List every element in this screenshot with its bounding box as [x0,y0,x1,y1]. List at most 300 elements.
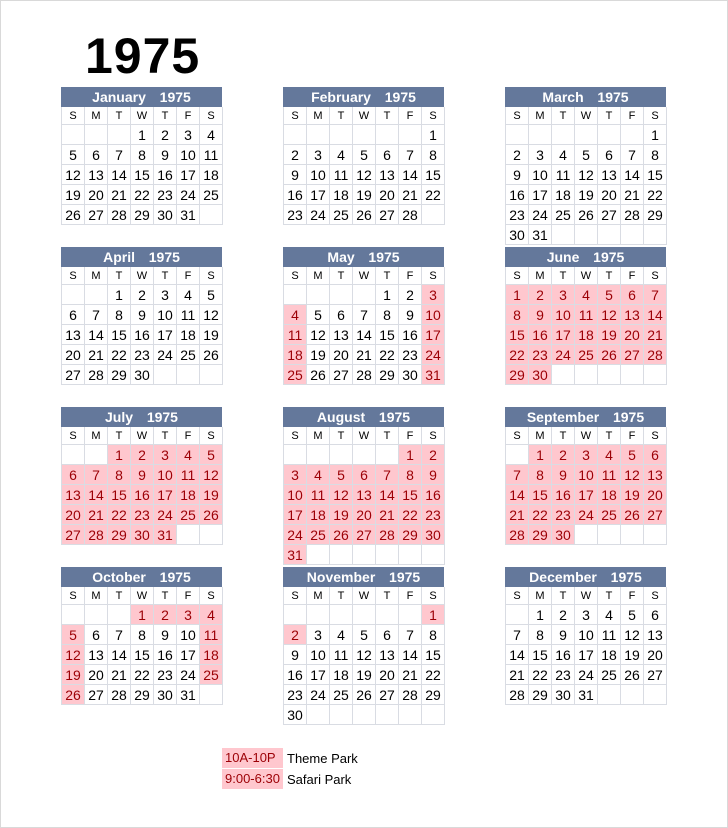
day-cell: 1 [422,605,445,625]
day-cell: 2 [552,445,575,465]
day-cell: 8 [131,625,154,645]
day-cell: 27 [330,365,353,385]
day-cell: 20 [353,505,376,525]
day-cell: 14 [506,485,529,505]
weekday-label: S [422,427,445,445]
empty-cell [62,445,85,465]
day-cell: 22 [422,185,445,205]
day-cell: 6 [62,465,85,485]
day-cell: 4 [177,445,200,465]
day-cell: 9 [131,465,154,485]
day-cell: 1 [422,125,445,145]
day-cell: 14 [644,305,667,325]
empty-cell [353,705,376,725]
day-cell: 2 [506,145,529,165]
day-cell: 23 [284,205,307,225]
empty-cell [621,225,644,245]
weekday-label: S [284,107,307,125]
day-cell: 13 [62,485,85,505]
day-cell: 15 [108,485,131,505]
day-cell: 9 [284,165,307,185]
day-cell: 9 [552,625,575,645]
day-cell: 10 [284,485,307,505]
day-cell: 26 [330,525,353,545]
weekday-label: F [621,107,644,125]
day-cell: 18 [200,645,223,665]
day-cell: 18 [330,185,353,205]
empty-cell [200,365,223,385]
weekday-label: S [422,107,445,125]
day-cell: 8 [422,145,445,165]
day-cell: 30 [154,685,177,705]
day-cell: 16 [529,325,552,345]
weekday-label: M [529,267,552,285]
month-april [61,247,222,385]
day-cell: 6 [644,445,667,465]
day-cell: 6 [330,305,353,325]
day-cell: 18 [330,665,353,685]
month-name: March [542,89,584,105]
day-cell: 2 [284,625,307,645]
day-cell: 29 [108,525,131,545]
month-year: 1975 [368,249,400,265]
day-cell: 31 [154,525,177,545]
day-cell: 14 [399,645,422,665]
day-cell: 8 [529,625,552,645]
day-cell: 16 [154,645,177,665]
day-cell: 12 [621,465,644,485]
weekday-label: F [177,107,200,125]
day-cell: 27 [644,665,667,685]
weekday-label: T [598,427,621,445]
legend-label: Theme Park [287,750,358,766]
day-cell: 10 [575,465,598,485]
empty-cell [644,685,667,705]
day-cell: 10 [575,625,598,645]
day-cell: 10 [307,165,330,185]
empty-cell [376,705,399,725]
legend-swatch: 10A-10P [222,748,283,768]
day-cell: 5 [575,145,598,165]
day-cell: 9 [552,465,575,485]
empty-cell [307,285,330,305]
day-cell: 22 [108,505,131,525]
empty-cell [85,605,108,625]
weekday-label: S [644,267,667,285]
day-cell: 12 [353,645,376,665]
legend-item-safari-park [222,769,358,789]
day-cell: 21 [506,665,529,685]
day-cell: 15 [399,485,422,505]
month-grid [61,427,222,545]
day-cell: 24 [575,505,598,525]
day-cell: 27 [376,205,399,225]
empty-cell [177,525,200,545]
day-cell: 12 [200,305,223,325]
day-cell: 1 [131,605,154,625]
empty-cell [353,285,376,305]
day-cell: 20 [598,185,621,205]
weekday-label: M [85,587,108,605]
day-cell: 12 [307,325,330,345]
day-cell: 17 [154,485,177,505]
day-cell: 3 [422,285,445,305]
empty-cell [575,525,598,545]
day-cell: 15 [131,165,154,185]
day-cell: 6 [621,285,644,305]
weekday-label: F [621,267,644,285]
day-cell: 29 [108,365,131,385]
day-cell: 15 [108,325,131,345]
month-header [283,87,444,107]
empty-cell [353,545,376,565]
weekday-label: F [621,587,644,605]
day-cell: 12 [353,165,376,185]
day-cell: 19 [598,325,621,345]
page-title: 1975 [85,28,201,84]
month-year: 1975 [597,89,629,105]
weekday-label: S [200,587,223,605]
month-march [505,87,666,245]
empty-cell [506,605,529,625]
weekday-label: S [62,587,85,605]
day-cell: 21 [644,325,667,345]
day-cell: 22 [399,505,422,525]
day-cell: 23 [131,505,154,525]
empty-cell [598,125,621,145]
day-cell: 1 [529,445,552,465]
day-cell: 14 [376,485,399,505]
weekday-label: F [399,107,422,125]
month-year: 1975 [159,89,191,105]
day-cell: 24 [154,345,177,365]
month-february [283,87,444,225]
empty-cell [200,205,223,225]
day-cell: 4 [200,125,223,145]
empty-cell [552,225,575,245]
empty-cell [330,125,353,145]
day-cell: 2 [529,285,552,305]
day-cell: 9 [284,645,307,665]
empty-cell [108,125,131,145]
empty-cell [644,365,667,385]
day-cell: 3 [307,625,330,645]
day-cell: 18 [200,165,223,185]
day-cell: 14 [85,325,108,345]
day-cell: 28 [85,365,108,385]
day-cell: 9 [529,305,552,325]
empty-cell [598,225,621,245]
day-cell: 28 [399,685,422,705]
day-cell: 2 [131,285,154,305]
day-cell: 8 [108,305,131,325]
empty-cell [376,605,399,625]
day-cell: 7 [399,145,422,165]
empty-cell [621,525,644,545]
day-cell: 15 [376,325,399,345]
day-cell: 30 [131,365,154,385]
empty-cell [399,705,422,725]
weekday-label: T [330,427,353,445]
month-grid [283,107,444,225]
day-cell: 2 [552,605,575,625]
day-cell: 19 [575,185,598,205]
day-cell: 8 [529,465,552,485]
day-cell: 25 [177,345,200,365]
day-cell: 13 [353,485,376,505]
day-cell: 14 [108,165,131,185]
day-cell: 7 [376,465,399,485]
weekday-label: S [506,587,529,605]
day-cell: 26 [353,205,376,225]
weekday-label: W [575,587,598,605]
empty-cell [307,125,330,145]
day-cell: 11 [552,165,575,185]
day-cell: 7 [85,465,108,485]
day-cell: 23 [399,345,422,365]
month-january [61,87,222,225]
weekday-label: F [177,427,200,445]
empty-cell [330,285,353,305]
day-cell: 17 [307,665,330,685]
empty-cell [330,705,353,725]
weekday-label: T [376,107,399,125]
day-cell: 22 [644,185,667,205]
empty-cell [200,685,223,705]
day-cell: 24 [284,525,307,545]
month-year: 1975 [593,249,625,265]
month-october [61,567,222,705]
day-cell: 8 [376,305,399,325]
day-cell: 26 [200,345,223,365]
day-cell: 16 [284,665,307,685]
empty-cell [376,125,399,145]
empty-cell [399,125,422,145]
day-cell: 27 [621,345,644,365]
month-name: June [546,249,580,265]
weekday-label: W [575,107,598,125]
empty-cell [85,285,108,305]
day-cell: 30 [154,205,177,225]
month-grid [505,427,666,545]
day-cell: 19 [621,485,644,505]
day-cell: 24 [307,685,330,705]
day-cell: 16 [552,645,575,665]
day-cell: 5 [621,445,644,465]
day-cell: 6 [353,465,376,485]
month-name: February [311,89,371,105]
day-cell: 29 [506,365,529,385]
day-cell: 9 [506,165,529,185]
month-november [283,567,444,725]
month-grid [283,267,444,385]
day-cell: 21 [108,185,131,205]
weekday-label: W [131,427,154,445]
day-cell: 27 [62,365,85,385]
day-cell: 22 [422,665,445,685]
day-cell: 19 [353,665,376,685]
month-header [283,247,444,267]
empty-cell [353,605,376,625]
weekday-label: S [200,267,223,285]
day-cell: 6 [376,145,399,165]
day-cell: 3 [177,605,200,625]
weekday-label: T [552,107,575,125]
day-cell: 24 [422,345,445,365]
day-cell: 12 [330,485,353,505]
day-cell: 16 [552,485,575,505]
day-cell: 6 [85,625,108,645]
empty-cell [353,125,376,145]
day-cell: 2 [399,285,422,305]
day-cell: 14 [506,645,529,665]
day-cell: 17 [575,645,598,665]
empty-cell [307,445,330,465]
weekday-label: W [353,107,376,125]
day-cell: 18 [284,345,307,365]
day-cell: 21 [399,185,422,205]
day-cell: 11 [330,165,353,185]
weekday-label: T [330,107,353,125]
empty-cell [307,545,330,565]
empty-cell [621,125,644,145]
day-cell: 10 [177,625,200,645]
day-cell: 12 [575,165,598,185]
day-cell: 27 [62,525,85,545]
day-cell: 3 [575,445,598,465]
day-cell: 19 [200,485,223,505]
day-cell: 30 [552,525,575,545]
empty-cell [575,125,598,145]
empty-cell [85,125,108,145]
empty-cell [575,365,598,385]
day-cell: 29 [399,525,422,545]
weekday-label: S [644,587,667,605]
day-cell: 12 [598,305,621,325]
day-cell: 28 [85,525,108,545]
weekday-label: S [506,427,529,445]
day-cell: 28 [506,685,529,705]
day-cell: 12 [621,625,644,645]
day-cell: 16 [131,485,154,505]
day-cell: 18 [598,645,621,665]
day-cell: 28 [644,345,667,365]
empty-cell [621,685,644,705]
day-cell: 31 [177,205,200,225]
day-cell: 1 [108,285,131,305]
day-cell: 24 [154,505,177,525]
weekday-label: S [284,587,307,605]
empty-cell [284,125,307,145]
weekday-label: S [284,427,307,445]
weekday-label: F [399,427,422,445]
day-cell: 7 [85,305,108,325]
weekday-label: T [598,267,621,285]
month-year: 1975 [378,409,411,425]
day-cell: 28 [353,365,376,385]
weekday-label: T [154,427,177,445]
day-cell: 17 [284,505,307,525]
empty-cell [154,365,177,385]
day-cell: 25 [598,505,621,525]
day-cell: 3 [575,605,598,625]
month-grid [61,107,222,225]
day-cell: 5 [353,145,376,165]
day-cell: 16 [399,325,422,345]
month-header [61,247,222,267]
day-cell: 25 [307,525,330,545]
day-cell: 27 [85,685,108,705]
day-cell: 4 [552,145,575,165]
weekday-label: T [552,427,575,445]
day-cell: 30 [506,225,529,245]
day-cell: 1 [399,445,422,465]
day-cell: 29 [422,685,445,705]
empty-cell [376,445,399,465]
day-cell: 13 [85,645,108,665]
day-cell: 26 [62,205,85,225]
day-cell: 17 [552,325,575,345]
day-cell: 28 [621,205,644,225]
day-cell: 12 [62,165,85,185]
empty-cell [422,705,445,725]
month-header [505,407,666,427]
day-cell: 21 [621,185,644,205]
day-cell: 10 [177,145,200,165]
day-cell: 3 [529,145,552,165]
empty-cell [177,365,200,385]
day-cell: 31 [284,545,307,565]
day-cell: 22 [131,185,154,205]
day-cell: 27 [598,205,621,225]
day-cell: 7 [506,465,529,485]
day-cell: 6 [85,145,108,165]
weekday-label: T [330,267,353,285]
empty-cell [598,525,621,545]
day-cell: 31 [575,685,598,705]
day-cell: 25 [330,205,353,225]
day-cell: 16 [506,185,529,205]
day-cell: 15 [529,485,552,505]
day-cell: 20 [644,485,667,505]
day-cell: 26 [575,205,598,225]
day-cell: 14 [108,645,131,665]
day-cell: 26 [598,345,621,365]
day-cell: 10 [422,305,445,325]
day-cell: 3 [154,445,177,465]
day-cell: 21 [506,505,529,525]
empty-cell [200,525,223,545]
day-cell: 17 [575,485,598,505]
day-cell: 8 [422,625,445,645]
day-cell: 6 [598,145,621,165]
day-cell: 11 [200,625,223,645]
weekday-label: S [62,267,85,285]
empty-cell [353,445,376,465]
empty-cell [108,605,131,625]
month-name: August [316,409,366,425]
weekday-label: S [422,267,445,285]
legend-item-theme-park [222,748,358,768]
month-name: September [526,409,600,425]
day-cell: 4 [598,605,621,625]
day-cell: 25 [330,685,353,705]
day-cell: 30 [529,365,552,385]
day-cell: 11 [575,305,598,325]
day-cell: 5 [307,305,330,325]
month-name: December [529,569,597,585]
day-cell: 27 [85,205,108,225]
